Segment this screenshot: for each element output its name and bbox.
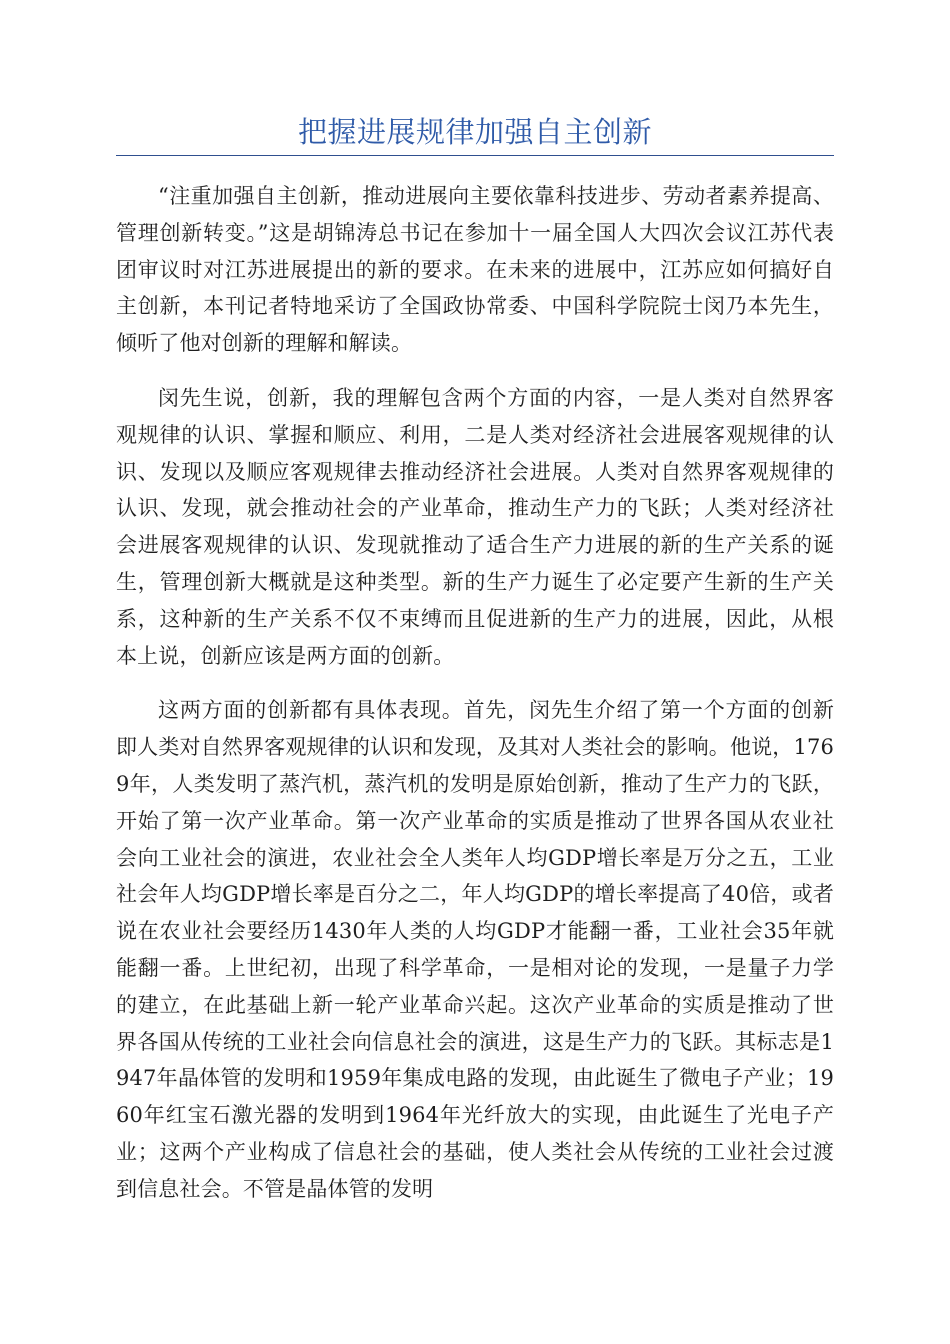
paragraph-1: “注重加强自主创新，推动进展向主要依靠科技进步、劳动者素养提高、管理创新转变。”这是胡锦涛总书记在参加十一届全国人大四次会议江苏代表团审议时对江苏进展提出的新的要求。在未来的进展中，江苏应如何搞好自主创新，本刊记者特地采访了全国政协常委、中国科学院院士闵乃本先生，倾听了他对创新的理解和解读。 bbox=[116, 184, 834, 356]
document-title: 把握进展规律加强自主创新 bbox=[297, 115, 652, 149]
document-body bbox=[116, 178, 834, 1226]
paragraph-3: 这两方面的创新都有具体表现。首先，闵先生介绍了第一个方面的创新即人类对自然界客观规律的认识和发现，及其对人类社会的影响。他说，1769年，人类发明了蒸汽机，蒸汽机的发明是原始创新，推动了生产力的飞跃，开始了第一次产业革命。第一次产业革命的实质是推动了世界各国从农业社会向工业社会的演进，农业社会全人类年人均GDP增长率是万分之五，工业社会年人均GDP增长率是百分之二，年人均GDP的增长率提高了40倍，或者说在农业社会要经历1430年人类的人均GDP才能翻一番，工业社会35年就能翻一番。上世纪初，出现了科学革命，一是相对论的发现，一是量子力学的建立，在此基础上新一轮产业革命兴起。这次产业革命的实质是推动了世界各国从传统的工业社会向信息社会的演进，这是生产力的飞跃。其标志是1947年晶体管的发明和1959年集成电路的发现，由此诞生了微电子产业；1960年红宝石激光器的发明到1964年光纤放大的实现，由此诞生了光电子产业；这两个产业构成了信息社会的基础，使人类社会从传统的工业社会过渡到信息社会。不管是晶体管的发明 bbox=[116, 698, 834, 1201]
paragraph-2: 闵先生说，创新，我的理解包含两个方面的内容，一是人类对自然界客观规律的认识、掌握和顺应、利用，二是人类对经济社会进展客观规律的认识、发现以及顺应客观规律去推动经济社会进展。人类对自然界客观规律的认识、发现，就会推动社会的产业革命，推动生产力的飞跃；人类对经济社会进展客观规律的认识、发现就推动了适合生产力进展的新的生产关系的诞生，管理创新大概就是这种类型。新的生产力诞生了必定要产生新的生产关系，这种新的生产关系不仅不束缚而且促进新的生产力的进展，因此，从根本上说，创新应该是两方面的创新。 bbox=[116, 385, 834, 668]
title-rule bbox=[116, 108, 834, 156]
